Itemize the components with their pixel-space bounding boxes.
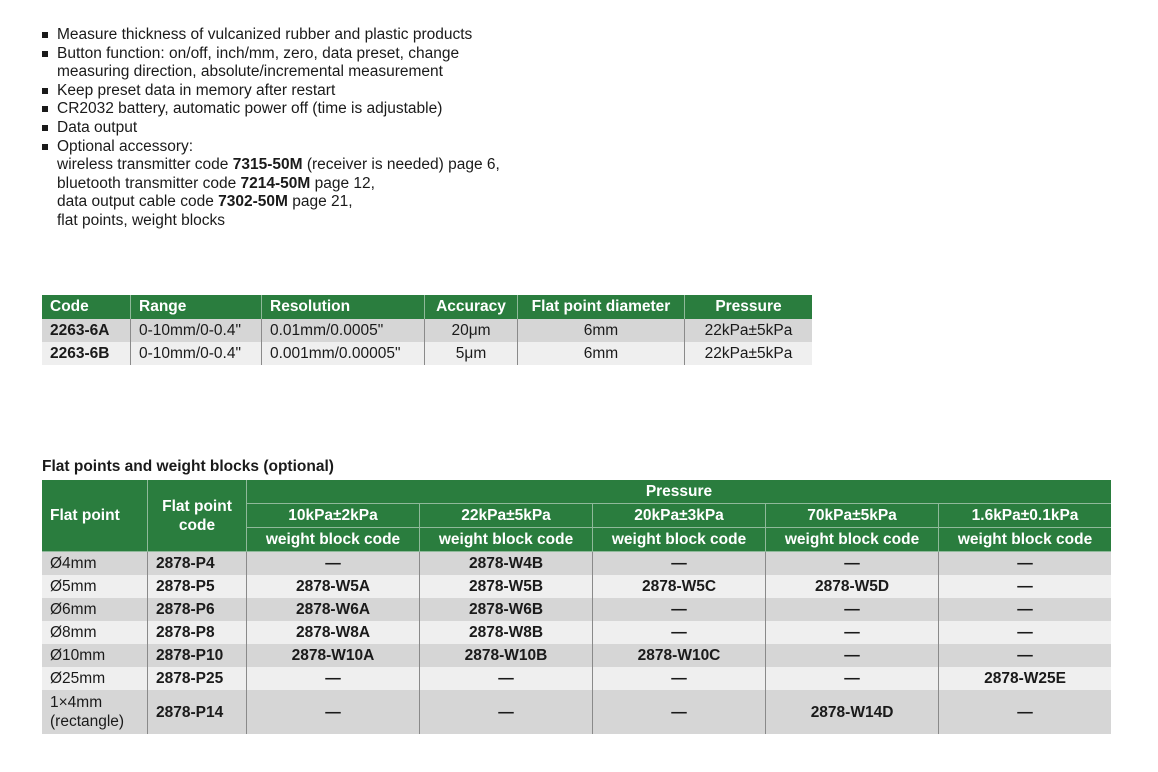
- col-pressure-header: Pressure: [685, 295, 813, 319]
- cell-weight-block-code: 2878-W5C: [593, 575, 766, 598]
- cell-weight-block-code: —: [247, 690, 420, 734]
- cell-weight-block-code: —: [420, 690, 593, 734]
- feature-item: [40, 119, 507, 138]
- cell-flat-point: Ø10mm: [42, 644, 148, 667]
- pressure-group-header: Pressure: [247, 480, 1112, 504]
- table-row: [42, 644, 1111, 667]
- feature-item: [40, 26, 507, 45]
- accessory-line: flat points, weight blocks: [57, 211, 226, 229]
- cell-weight-block-code: 2878-W10B: [420, 644, 593, 667]
- cell-weight-block-code: —: [766, 552, 939, 576]
- pressure-header: 1.6kPa±0.1kPa: [939, 504, 1111, 528]
- weight-block-code-header: weight block code: [247, 528, 420, 552]
- accessory-line: data output cable code 7302-50M page 21,: [57, 193, 353, 211]
- table-row: [42, 598, 1111, 621]
- cell-weight-block-code: 2878-W10C: [593, 644, 766, 667]
- pressure-header: 20kPa±3kPa: [593, 504, 766, 528]
- accessory-line: bluetooth transmitter code 7214-50M page 12,: [57, 174, 375, 192]
- feature-text: Keep preset data in memory after restart: [57, 81, 336, 99]
- col-flat-point-code-header: Flat point code: [148, 480, 247, 552]
- cell-flat-point-code: 2878-P14: [148, 690, 247, 734]
- feature-item: [40, 100, 507, 119]
- feature-text: Button function: on/off, inch/mm, zero, data preset, change measuring direction, absolute/incremental measurement: [57, 44, 460, 81]
- cell-flat-point-diameter: 6mm: [518, 319, 685, 342]
- cell-code: 2263-6B: [42, 342, 131, 365]
- feature-item: [40, 45, 507, 82]
- bullet-square-icon: [42, 51, 48, 57]
- cell-weight-block-code: —: [766, 598, 939, 621]
- weight-block-code-header: weight block code: [593, 528, 766, 552]
- bullet-square-icon: [42, 144, 48, 150]
- table-row: [42, 552, 1111, 576]
- weight-blocks-title: Flat points and weight blocks (optional): [42, 458, 334, 475]
- cell-pressure: 22kPa±5kPa: [685, 319, 813, 342]
- cell-code: 2263-6A: [42, 319, 131, 342]
- cell-pressure: 22kPa±5kPa: [685, 342, 813, 365]
- accessory-code: 7302-50M: [218, 193, 288, 211]
- cell-weight-block-code: 2878-W6A: [247, 598, 420, 621]
- weight-block-code-header: weight block code: [939, 528, 1111, 552]
- bullet-square-icon: [42, 88, 48, 94]
- pressure-header: 22kPa±5kPa: [420, 504, 593, 528]
- feature-list: [40, 26, 507, 231]
- cell-weight-block-code: —: [247, 552, 420, 576]
- feature-item: [40, 82, 507, 101]
- accessory-code: 7214-50M: [240, 174, 311, 192]
- cell-flat-point-code: 2878-P4: [148, 552, 247, 576]
- cell-weight-block-code: —: [420, 667, 593, 690]
- col-flat-point-header: Flat point: [42, 480, 148, 552]
- cell-flat-point: Ø8mm: [42, 621, 148, 644]
- cell-weight-block-code: —: [593, 552, 766, 576]
- table-row: [42, 621, 1111, 644]
- cell-weight-block-code: 2878-W14D: [766, 690, 939, 734]
- pressure-header: 70kPa±5kPa: [766, 504, 939, 528]
- cell-weight-block-code: —: [939, 575, 1111, 598]
- cell-range: 0-10mm/0-0.4": [131, 319, 262, 342]
- table-row: [42, 319, 812, 342]
- weight-block-code-header: weight block code: [766, 528, 939, 552]
- feature-item: [40, 138, 507, 231]
- table-row: [42, 667, 1111, 690]
- pressure-header: 10kPa±2kPa: [247, 504, 420, 528]
- accessory-line: wireless transmitter code 7315-50M (receiver is needed) page 6,: [57, 156, 500, 174]
- cell-weight-block-code: —: [939, 644, 1111, 667]
- col-range-header: Range: [131, 295, 262, 319]
- cell-weight-block-code: —: [939, 552, 1111, 576]
- cell-weight-block-code: —: [939, 690, 1111, 734]
- cell-weight-block-code: —: [766, 644, 939, 667]
- cell-weight-block-code: —: [593, 690, 766, 734]
- spec-table: [42, 295, 812, 365]
- weight-block-code-header: weight block code: [420, 528, 593, 552]
- cell-weight-block-code: 2878-W10A: [247, 644, 420, 667]
- cell-resolution: 0.001mm/0.00005": [262, 342, 425, 365]
- cell-flat-point-diameter: 6mm: [518, 342, 685, 365]
- cell-weight-block-code: —: [939, 621, 1111, 644]
- cell-weight-block-code: —: [939, 598, 1111, 621]
- cell-resolution: 0.01mm/0.0005": [262, 319, 425, 342]
- col-resolution-header: Resolution: [262, 295, 425, 319]
- cell-weight-block-code: —: [766, 621, 939, 644]
- cell-flat-point: Ø25mm: [42, 667, 148, 690]
- cell-flat-point-code: 2878-P5: [148, 575, 247, 598]
- cell-weight-block-code: —: [593, 667, 766, 690]
- col-code-header: Code: [42, 295, 131, 319]
- feature-text: CR2032 battery, automatic power off (time is adjustable): [57, 100, 443, 118]
- bullet-square-icon: [42, 32, 48, 38]
- feature-text: Optional accessory:: [57, 137, 194, 155]
- table-row: [42, 690, 1111, 734]
- cell-flat-point-code: 2878-P25: [148, 667, 247, 690]
- cell-flat-point-code: 2878-P8: [148, 621, 247, 644]
- accessory-code: 7315-50M: [232, 156, 303, 174]
- table-row: [42, 342, 812, 365]
- feature-text: Measure thickness of vulcanized rubber and plastic products: [57, 26, 473, 43]
- cell-weight-block-code: 2878-W25E: [939, 667, 1111, 690]
- col-flat-point-diameter-header: Flat point diameter: [518, 295, 685, 319]
- cell-weight-block-code: 2878-W4B: [420, 552, 593, 576]
- spec-header-row: [42, 295, 812, 319]
- cell-accuracy: 5μm: [425, 342, 518, 365]
- col-accuracy-header: Accuracy: [425, 295, 518, 319]
- cell-weight-block-code: 2878-W5A: [247, 575, 420, 598]
- cell-weight-block-code: —: [766, 667, 939, 690]
- bullet-square-icon: [42, 125, 48, 131]
- cell-flat-point: Ø5mm: [42, 575, 148, 598]
- cell-flat-point-code: 2878-P6: [148, 598, 247, 621]
- weight-block-table: [42, 480, 1111, 734]
- cell-weight-block-code: —: [247, 667, 420, 690]
- cell-weight-block-code: —: [593, 621, 766, 644]
- cell-weight-block-code: —: [593, 598, 766, 621]
- feature-text: Data output: [57, 118, 138, 136]
- cell-weight-block-code: 2878-W8A: [247, 621, 420, 644]
- cell-weight-block-code: 2878-W8B: [420, 621, 593, 644]
- table-row: [42, 575, 1111, 598]
- cell-flat-point-code: 2878-P10: [148, 644, 247, 667]
- cell-weight-block-code: 2878-W5B: [420, 575, 593, 598]
- bullet-square-icon: [42, 106, 48, 112]
- cell-accuracy: 20μm: [425, 319, 518, 342]
- weight-header-row-1: [42, 480, 1111, 504]
- cell-weight-block-code: 2878-W6B: [420, 598, 593, 621]
- cell-flat-point: 1×4mm (rectangle): [42, 690, 148, 734]
- cell-range: 0-10mm/0-0.4": [131, 342, 262, 365]
- cell-weight-block-code: 2878-W5D: [766, 575, 939, 598]
- cell-flat-point: Ø6mm: [42, 598, 148, 621]
- cell-flat-point: Ø4mm: [42, 552, 148, 576]
